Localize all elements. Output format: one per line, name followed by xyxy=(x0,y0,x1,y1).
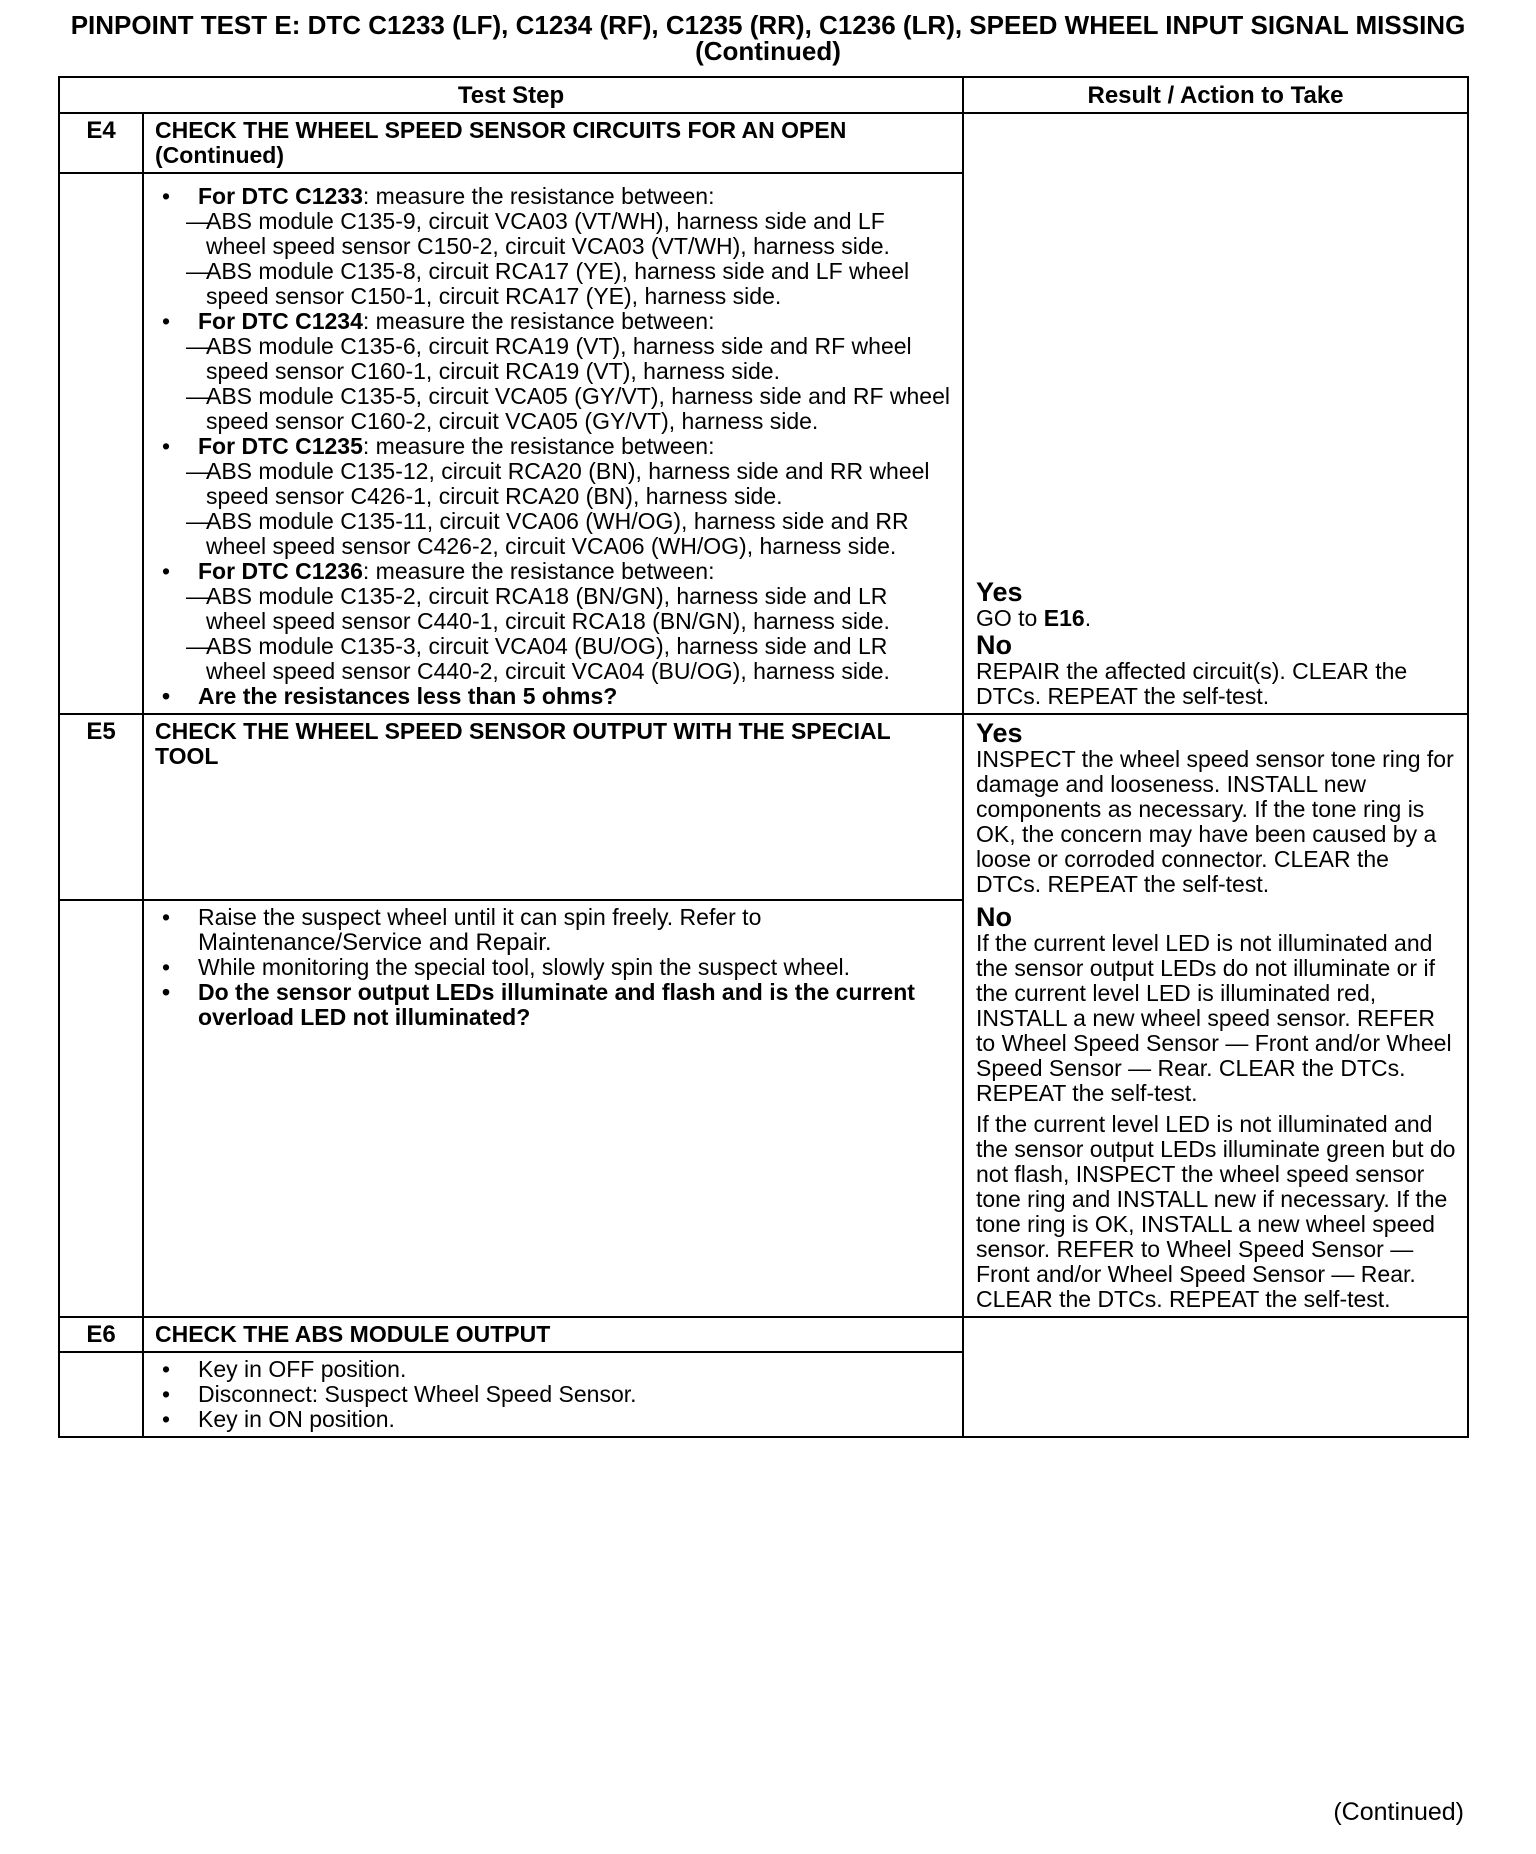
step-e5-question: • Do the sensor output LEDs illuminate and flash and is the current overload LED not illuminated? xyxy=(156,980,950,1030)
step-e4-question: • Are the resistances less than 5 ohms? xyxy=(156,684,950,709)
step-e4-dtc-group xyxy=(156,184,950,309)
step-body-e5 xyxy=(143,900,963,1317)
step-e4-dtc-group xyxy=(156,434,950,559)
result-e4-yes-text: GO to E16. xyxy=(976,605,1092,631)
result-e5 xyxy=(963,714,1468,1317)
step-e4-list xyxy=(156,184,950,684)
step-number-e6: E6 xyxy=(59,1317,143,1352)
step-heading-e6: CHECK THE ABS MODULE OUTPUT xyxy=(143,1317,963,1352)
step-e4-heading-row xyxy=(59,113,1468,173)
step-heading-e5: CHECK THE WHEEL SPEED SENSOR OUTPUT WITH THE SPECIAL TOOL xyxy=(143,714,963,900)
step-e6-item: • Key in ON position. xyxy=(156,1407,950,1432)
result-e5-yes-text: INSPECT the wheel speed sensor tone ring for damage and looseness. INSTALL new components as necessary. If the tone ring is OK, the concern may have been caused by a loose or corroded connector. CLEAR the DTCs. REPEAT the self-test. xyxy=(976,746,1454,897)
step-e6-item: • Disconnect: Suspect Wheel Speed Sensor. xyxy=(156,1382,950,1407)
column-header-result: Result / Action to Take xyxy=(963,77,1468,113)
dtc-label: For DTC C1236 xyxy=(198,558,363,584)
step-number-e6-empty xyxy=(59,1352,143,1437)
dtc-circuit-list xyxy=(198,209,950,309)
result-e4-no-label: No xyxy=(976,630,1012,660)
page-title: PINPOINT TEST E: DTC C1233 (LF), C1234 (RF), C1235 (RR), C1236 (LR), SPEED WHEEL INPUT SIGNAL MISSING (Continued) xyxy=(70,10,1466,66)
circuit-measurement-item: — ABS module C135-2, circuit RCA18 (BN/GN), harness side and LR wheel speed sensor C440-1, circuit RCA18 (BN/GN), harness side. xyxy=(156,584,950,634)
step-e4-question-list xyxy=(156,684,950,709)
result-e4 xyxy=(963,113,1468,714)
result-e4-yes-label: Yes xyxy=(976,577,1023,607)
continued-footer: (Continued) xyxy=(1333,1798,1464,1826)
circuit-measurement-item: — ABS module C135-3, circuit VCA04 (BU/OG), harness side and LR wheel speed sensor C440-2, circuit VCA04 (BU/OG), harness side. xyxy=(156,634,950,684)
pinpoint-test-table xyxy=(58,76,1469,1438)
dtc-label: For DTC C1235 xyxy=(198,433,363,459)
result-e5-yes-label: Yes xyxy=(976,718,1023,748)
step-e5-service-ref-link[interactable]: Maintenance/Service and Repair. xyxy=(198,928,552,956)
result-e4-yes-target: E16 xyxy=(1043,605,1085,631)
dtc-instruction: : measure the resistance between: xyxy=(362,308,715,334)
dtc-label: For DTC C1234 xyxy=(198,308,363,334)
column-header-test-step: Test Step xyxy=(59,77,963,113)
step-heading-e4: CHECK THE WHEEL SPEED SENSOR CIRCUITS FOR AN OPEN (Continued) xyxy=(143,113,963,173)
result-e5-no-text-1: If the current level LED is not illuminated and the sensor output LEDs do not illuminate or if the current level LED is illuminated red, INSTALL a new wheel speed sensor. REFER to Wheel Speed Sensor — Front and/or Wheel Speed Sensor — Rear. CLEAR the DTCs. REPEAT the self-test. xyxy=(976,930,1452,1106)
dtc-instruction: : measure the resistance between: xyxy=(362,558,715,584)
step-e4-dtc-group xyxy=(156,559,950,684)
circuit-measurement-item: — ABS module C135-8, circuit RCA17 (YE), harness side and LF wheel speed sensor C150-1, circuit RCA17 (YE), harness side. xyxy=(156,259,950,309)
step-e5-item-1: • Raise the suspect wheel until it can spin freely. Refer to Maintenance/Service and Repair. xyxy=(156,905,950,955)
dtc-circuit-list xyxy=(198,459,950,559)
dtc-instruction: : measure the resistance between: xyxy=(362,433,715,459)
step-e5-list xyxy=(156,905,950,1030)
result-e5-no-label: No xyxy=(976,902,1012,932)
dtc-instruction: : measure the resistance between: xyxy=(362,183,715,209)
step-number-e5-empty xyxy=(59,900,143,1317)
step-number-e5: E5 xyxy=(59,714,143,900)
step-e5-heading-row xyxy=(59,714,1468,900)
step-body-e6 xyxy=(143,1352,963,1437)
circuit-measurement-item: — ABS module C135-6, circuit RCA19 (VT), harness side and RF wheel speed sensor C160-1, circuit RCA19 (VT), harness side. xyxy=(156,334,950,384)
dtc-label: For DTC C1233 xyxy=(198,183,363,209)
circuit-measurement-item: — ABS module C135-9, circuit VCA03 (VT/WH), harness side and LF wheel speed sensor C150-2, circuit VCA03 (VT/WH), harness side. xyxy=(156,209,950,259)
step-e6-item: • Key in OFF position. xyxy=(156,1357,950,1382)
step-e5-item-2: • While monitoring the special tool, slowly spin the suspect wheel. xyxy=(156,955,950,980)
table-header-row xyxy=(59,77,1468,113)
dtc-circuit-list xyxy=(198,584,950,684)
circuit-measurement-item: — ABS module C135-5, circuit VCA05 (GY/VT), harness side and RF wheel speed sensor C160-2, circuit VCA05 (GY/VT), harness side. xyxy=(156,384,950,434)
step-number-e4: E4 xyxy=(59,113,143,173)
circuit-measurement-item: — ABS module C135-12, circuit RCA20 (BN), harness side and RR wheel speed sensor C426-1, circuit RCA20 (BN), harness side. xyxy=(156,459,950,509)
result-e4-no-text: REPAIR the affected circuit(s). CLEAR the DTCs. REPEAT the self-test. xyxy=(976,658,1408,709)
step-e6-list xyxy=(156,1357,950,1432)
step-body-e4 xyxy=(143,173,963,714)
result-e5-no-text-2: If the current level LED is not illuminated and the sensor output LEDs illuminate green but do not flash, INSPECT the wheel speed sensor tone ring and INSTALL new if necessary. If the tone ring is OK, INSTALL a new wheel speed sensor. REFER to Wheel Speed Sensor — Front and/or Wheel Speed Sensor — Rear. CLEAR the DTCs. REPEAT the self-test. xyxy=(976,1111,1456,1312)
circuit-measurement-item: — ABS module C135-11, circuit VCA06 (WH/OG), harness side and RR wheel speed sensor C426-2, circuit VCA06 (WH/OG), harness side. xyxy=(156,509,950,559)
result-e6 xyxy=(963,1317,1468,1437)
step-e6-heading-row xyxy=(59,1317,1468,1352)
dtc-circuit-list xyxy=(198,334,950,434)
step-number-e4-empty xyxy=(59,173,143,714)
step-e4-dtc-group xyxy=(156,309,950,434)
